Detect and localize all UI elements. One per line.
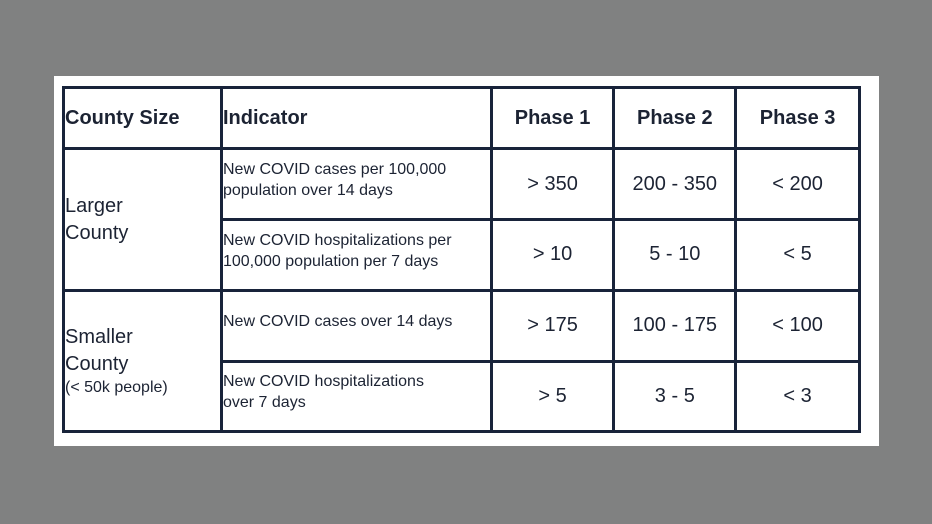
county-name-line1: Smaller (65, 326, 133, 349)
table-header-row (64, 88, 860, 149)
indicator-line2: population over 14 days (222, 182, 393, 200)
indicator-line2: over 7 days (222, 394, 306, 412)
indicator-cell (221, 149, 491, 219)
county-group-smaller (64, 291, 222, 432)
phase-2-value: 5 - 10 (614, 219, 736, 290)
phase-1-value: > 10 (491, 219, 614, 290)
phase-1-value: > 350 (491, 149, 614, 219)
phase-2-value: 3 - 5 (614, 361, 736, 431)
table-card (54, 76, 879, 446)
phase-2-value: 200 - 350 (614, 149, 736, 219)
county-name-line2: County (65, 353, 129, 376)
phase-3-value: < 3 (736, 361, 860, 431)
phase-3-value: < 100 (736, 291, 860, 361)
table-row (64, 149, 860, 219)
county-group-larger (64, 149, 222, 291)
indicator-cell (221, 219, 491, 290)
phase-1-value: > 175 (491, 291, 614, 361)
indicator-cell (221, 291, 491, 361)
phase-indicator-table (62, 86, 861, 433)
county-size-note: (< 50k people) (65, 379, 168, 397)
indicator-line1: New COVID cases over 14 days (222, 313, 453, 331)
indicator-line1: New COVID cases per 100,000 (222, 161, 447, 179)
indicator-line1: New COVID hospitalizations per (222, 231, 452, 249)
phase-3-value: < 200 (736, 149, 860, 219)
header-phase-1: Phase 1 (491, 88, 614, 149)
header-indicator: Indicator (221, 88, 491, 149)
county-name-line2: County (65, 221, 129, 244)
header-county-size: County Size (64, 88, 222, 149)
county-name-line1: Larger (65, 194, 123, 217)
phase-2-value: 100 - 175 (614, 291, 736, 361)
phase-1-value: > 5 (491, 361, 614, 431)
phase-3-value: < 5 (736, 219, 860, 290)
table-row (64, 291, 860, 361)
header-phase-2: Phase 2 (614, 88, 736, 149)
indicator-line1: New COVID hospitalizations (222, 373, 424, 391)
indicator-cell (221, 361, 491, 431)
header-phase-3: Phase 3 (736, 88, 860, 149)
indicator-line2: 100,000 population per 7 days (222, 252, 439, 270)
